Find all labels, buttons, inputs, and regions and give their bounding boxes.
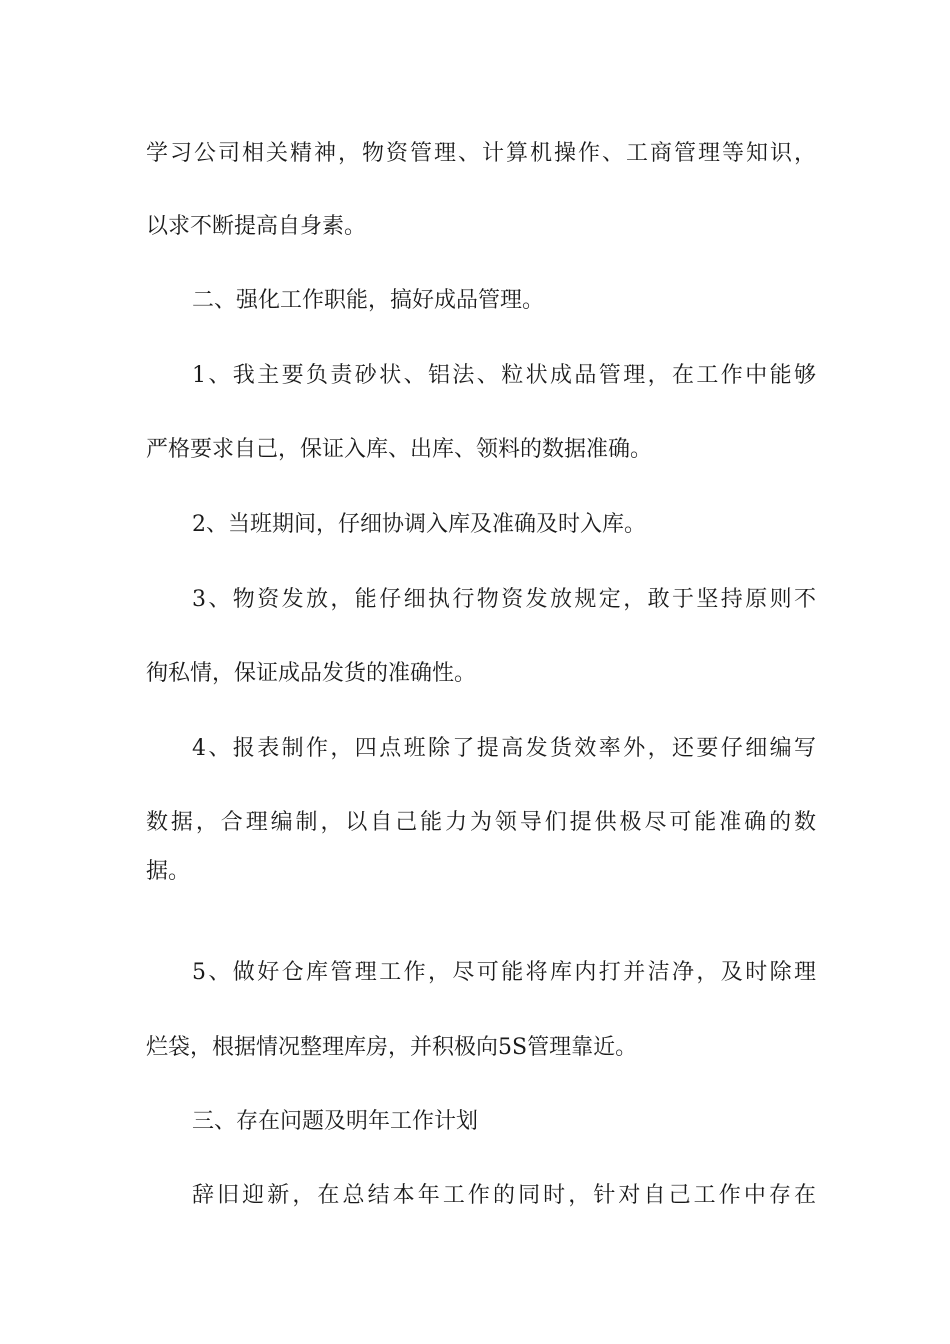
section-heading: 三、存在问题及明年工作计划 bbox=[192, 1109, 479, 1134]
text-line: 烂袋，根据情况整理库房，并积极向5S管理靠近。 bbox=[146, 1035, 638, 1060]
text-line: 学习公司相关精神，物资管理、计算机操作、工商管理等知识， bbox=[146, 141, 816, 166]
text-line: 据。 bbox=[146, 859, 191, 884]
section-heading: 二、强化工作职能，搞好成品管理。 bbox=[192, 288, 545, 313]
text-line: 徇私情，保证成品发货的准确性。 bbox=[146, 661, 477, 686]
text-line: 辞旧迎新，在总结本年工作的同时，针对自己工作中存在 bbox=[192, 1183, 816, 1208]
text-line: 1、我主要负责砂状、铝法、粒状成品管理，在工作中能够 bbox=[192, 363, 816, 388]
text-line: 严格要求自己，保证入库、出库、领料的数据准确。 bbox=[146, 437, 653, 462]
text-line: 4、报表制作，四点班除了提高发货效率外，还要仔细编写 bbox=[192, 736, 816, 761]
text-line: 2、当班期间，仔细协调入库及准确及时入库。 bbox=[192, 512, 646, 537]
text-line: 5、做好仓库管理工作，尽可能将库内打并洁净，及时除理 bbox=[192, 960, 816, 985]
text-line: 数据，合理编制，以自己能力为领导们提供极尽可能准确的数 bbox=[146, 810, 816, 835]
text-line: 3、物资发放，能仔细执行物资发放规定，敢于坚持原则不 bbox=[192, 587, 816, 612]
text-line: 以求不断提高自身素。 bbox=[146, 214, 367, 239]
